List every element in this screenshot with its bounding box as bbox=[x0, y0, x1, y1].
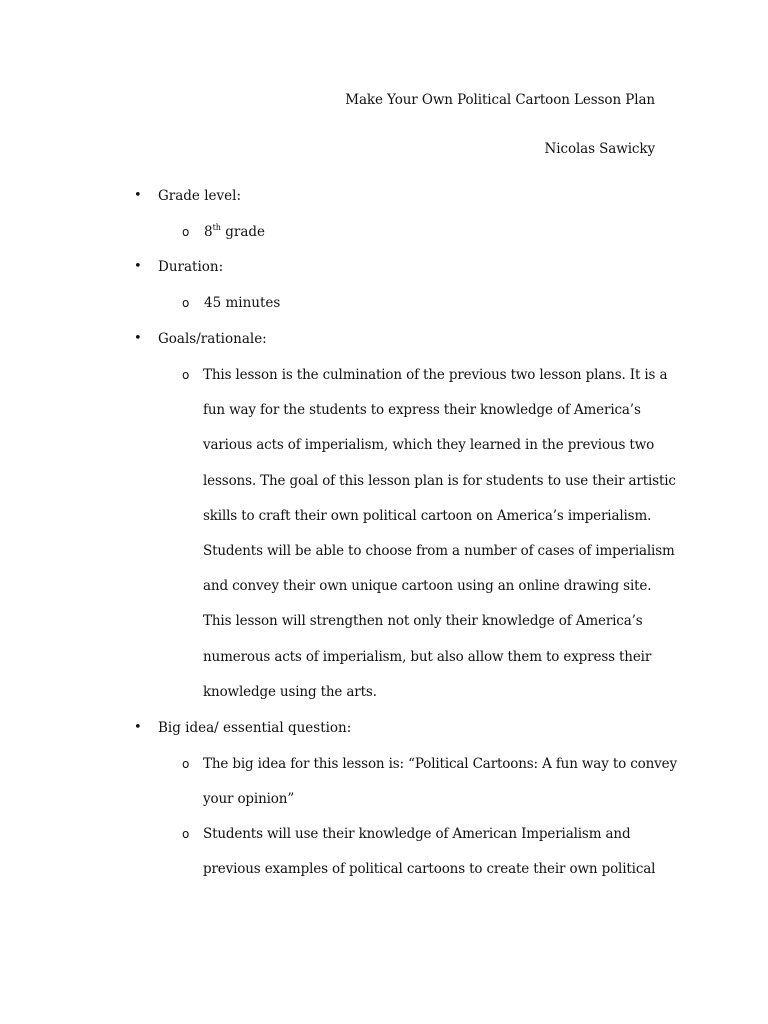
paragraph-line: This lesson is the culmination of the previous two lesson plans. It is a bbox=[203, 367, 668, 383]
paragraph-line: lessons. The goal of this lesson plan is for students to use their artistic bbox=[203, 472, 676, 489]
bullet-marker: • bbox=[134, 259, 142, 274]
paragraph-line: your opinion” bbox=[203, 791, 295, 808]
paragraph-line: various acts of imperialism, which they learned in the previous two bbox=[203, 437, 655, 454]
bullet-marker: • bbox=[134, 188, 142, 203]
paragraph-line: Students will be able to choose from a number of cases of imperialism bbox=[203, 542, 675, 559]
goals-label: Goals/rationale: bbox=[158, 331, 267, 347]
grade-level-label: Grade level: bbox=[158, 188, 241, 204]
sub-bullet-marker: o bbox=[182, 757, 190, 771]
sub-bullet-marker: o bbox=[182, 225, 190, 239]
bullet-marker: • bbox=[134, 331, 142, 346]
grade-number: 8 bbox=[204, 224, 213, 240]
paragraph-line: Students will use their knowledge of American Imperialism and bbox=[203, 826, 631, 842]
goals-paragraph bbox=[203, 366, 676, 718]
paragraph-line: This lesson will strengthen not only their knowledge of America’s bbox=[203, 613, 643, 630]
big-idea-paragraph bbox=[203, 755, 677, 825]
paragraph-line: and convey their own unique cartoon using an online drawing site. bbox=[203, 578, 652, 595]
document-title: Make Your Own Political Cartoon Lesson Plan bbox=[345, 92, 655, 108]
duration-label: Duration: bbox=[158, 259, 224, 275]
sub-bullet-marker: o bbox=[182, 827, 190, 841]
essential-question-paragraph bbox=[203, 825, 673, 895]
grade-level-value bbox=[204, 223, 674, 241]
paragraph-line: knowledge using the arts. bbox=[203, 683, 377, 700]
grade-ordinal-suffix: th bbox=[212, 223, 221, 232]
sub-bullet-marker: o bbox=[182, 368, 190, 382]
bullet-marker: • bbox=[134, 720, 142, 735]
sub-bullet-marker: o bbox=[182, 296, 190, 310]
duration-value: 45 minutes bbox=[204, 295, 281, 311]
big-idea-label: Big idea/ essential question: bbox=[158, 720, 352, 736]
document-author: Nicolas Sawicky bbox=[544, 141, 655, 157]
paragraph-line: previous examples of political cartoons to create their own political bbox=[203, 861, 656, 878]
grade-word: grade bbox=[220, 224, 266, 240]
paragraph-line: skills to craft their own political cartoon on America’s imperialism. bbox=[203, 507, 652, 524]
paragraph-line: fun way for the students to express their knowledge of America’s bbox=[203, 402, 641, 419]
paragraph-line: The big idea for this lesson is: “Political Cartoons: A fun way to convey bbox=[203, 756, 677, 772]
paragraph-line: numerous acts of imperialism, but also allow them to express their bbox=[203, 648, 652, 665]
